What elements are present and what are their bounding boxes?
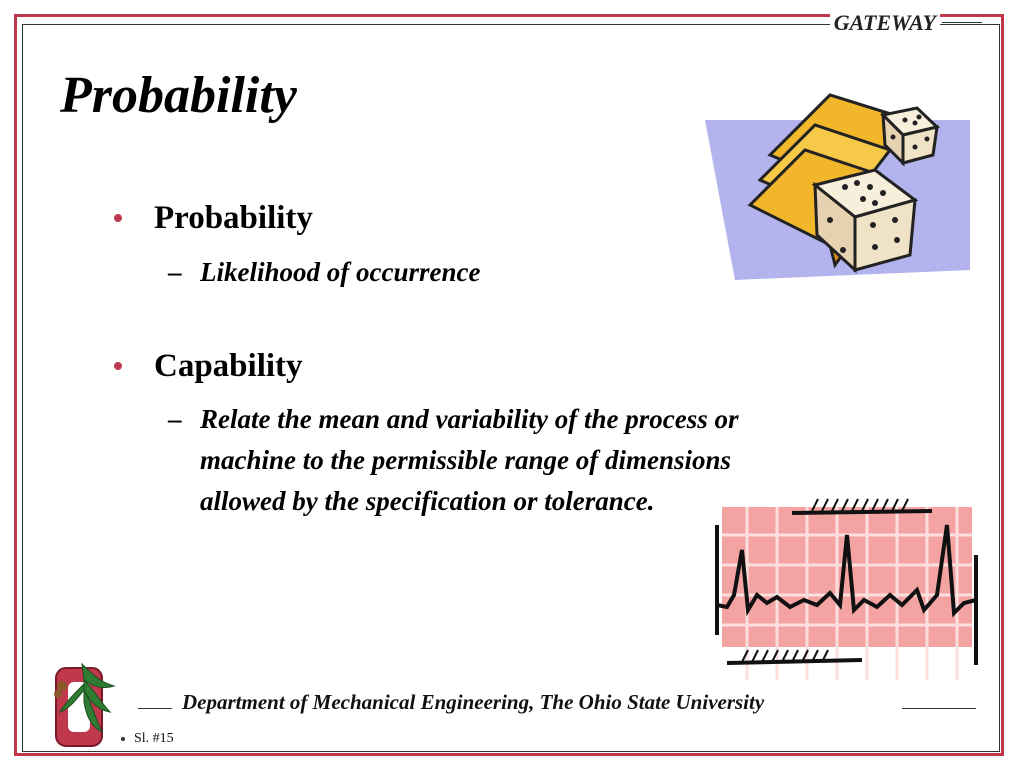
gateway-brand: GATEWAY <box>830 10 940 36</box>
signal-chart-icon <box>712 495 982 680</box>
dash-marker: – <box>168 404 182 434</box>
dash-marker: – <box>168 257 182 287</box>
bullet-label: Probability <box>154 200 313 236</box>
sub-likelihood <box>168 252 720 293</box>
footer-rule-right <box>902 708 976 709</box>
slide-number-bullet <box>121 737 125 741</box>
sub-text: Likelihood of occurrence <box>200 257 481 287</box>
slide-number: Sl. #15 <box>134 731 174 746</box>
page-title: Probability <box>60 67 297 124</box>
ohio-state-o-logo-icon <box>48 660 118 750</box>
bullet-probability <box>154 200 313 237</box>
dice-and-gold-bars-icon <box>705 75 980 280</box>
sub-relate <box>168 399 740 522</box>
sub-text: Relate the mean and variability of the process or machine to the permissible range of dimensions allowed by the specification or tolerance. <box>200 404 739 516</box>
bullet-label: Capability <box>154 348 303 384</box>
bullet-dot <box>114 362 122 370</box>
bullet-capability <box>154 348 303 385</box>
bullet-dot <box>114 214 122 222</box>
footer-rule-left <box>138 708 172 709</box>
header-rule <box>942 22 982 23</box>
footer-department: Department of Mechanical Engineering, The Ohio State University <box>182 690 765 714</box>
